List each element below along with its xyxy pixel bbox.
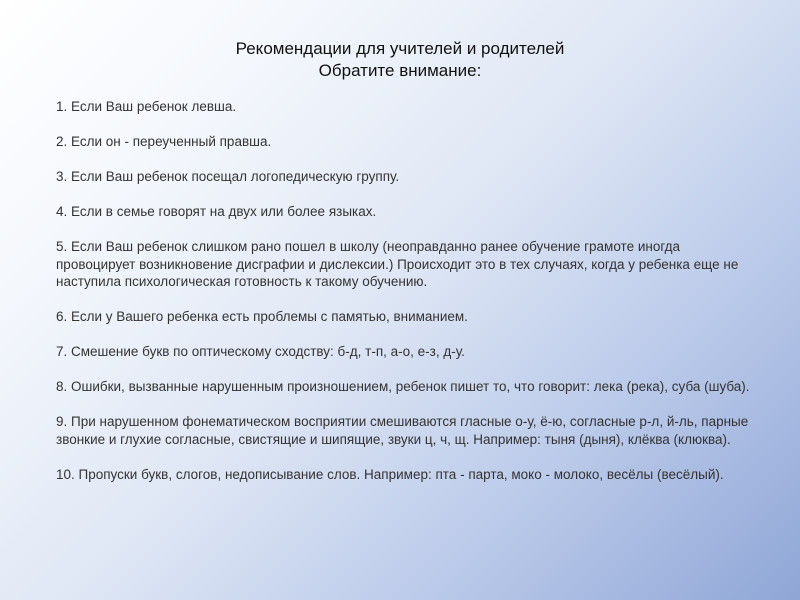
slide-title <box>0 38 800 82</box>
list-item-5: 5. Если Ваш ребенок слишком рано пошел в школу (неоправданно ранее обучение грамоте иногда провоцирует возникновение дисграфии и дислексии.) Происходит это в тех случаях, когда у ребенка еще не наступила психологическая готовность к такому обучению. <box>56 239 739 289</box>
list-item-7: 7. Смешение букв по оптическому сходству: б-д, т-п, а-о, е-з, д-у. <box>56 344 465 359</box>
recommendations-list <box>56 98 756 501</box>
list-item-3: 3. Если Ваш ребенок посещал логопедическую группу. <box>56 169 400 184</box>
title-line-2: Обратите внимание: <box>318 61 482 80</box>
list-item-2: 2. Если он - переученный правша. <box>56 134 272 149</box>
title-line-1: Рекомендации для учителей и родителей <box>235 39 565 58</box>
list-item-8: 8. Ошибки, вызванные нарушенным произношением, ребенок пишет то, что говорит: лека (река), суба (шуба). <box>56 379 750 394</box>
list-item-1: 1. Если Ваш ребенок левша. <box>56 99 237 114</box>
list-item-10: 10. Пропуски букв, слогов, недописывание слов. Например: пта - парта, моко - молоко, весёлы (весёлый). <box>56 466 724 482</box>
list-item-4: 4. Если в семье говорят на двух или более языках. <box>56 204 377 219</box>
list-item-6: 6. Если у Вашего ребенка есть проблемы с памятью, вниманием. <box>56 309 468 324</box>
list-item-9: 9. При нарушенном фонематическом восприятии смешиваются гласные о-у, ё-ю, согласные р-л, й-ль, парные звонкие и глухие согласные, свистящие и шипящие, звуки ц, ч, щ. Например: тыня (дыня), клёква (клюква). <box>56 414 749 447</box>
